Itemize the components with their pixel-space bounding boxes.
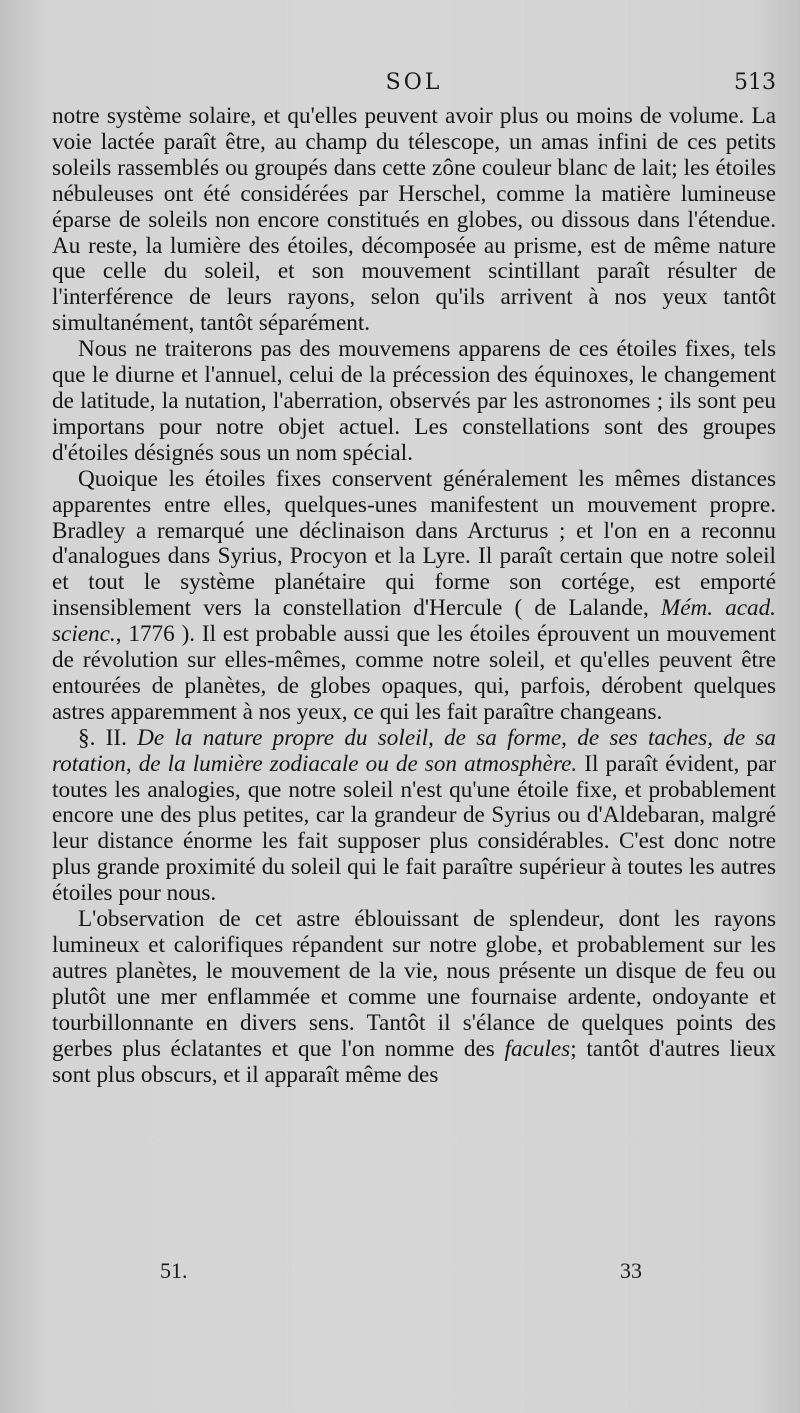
paragraph-3 bbox=[52, 467, 776, 726]
paragraph-text: L'observation de cet astre éblouissant de splendeur, dont les rayons lumineux et calorifiques répandent sur notre globe, et probablement sur les autres planètes, le mouvement de la vie, nous présente un disque de feu ou plutôt une mer enflammée et comme une fournaise ardente, ondoyante et tourbillonnante en divers sens. Tantôt il s'élance de quelques points des gerbes plus éclatantes et que l'on nomme des bbox=[52, 906, 776, 1062]
term: facules bbox=[504, 1035, 571, 1062]
page-number: 513 bbox=[734, 70, 776, 95]
leaf-number: 33 bbox=[620, 1258, 642, 1283]
paragraph-text: Il paraît évident, par toutes les analogies, que notre soleil n'est qu'une étoile fixe, et probablement encore une des plus petites, car la grandeur de Syrius ou d'Aldebaran, malgré leur distance énorme les fait supposer plus considérables. C'est donc notre plus grande proximité du soleil qui le fait paraître supérieur à toutes les autres étoiles pour nous. bbox=[52, 750, 776, 907]
paragraph-2 bbox=[52, 337, 776, 467]
paragraph-text: ; tantôt d'autres lieux sont plus obscurs, et il apparaît même des bbox=[52, 1035, 776, 1088]
section-mark: §. II. bbox=[78, 724, 127, 751]
paragraph-text: notre système solaire, et qu'elles peuvent avoir plus ou moins de volume. La voie lactée paraît être, au champ du télescope, un amas infini de ces petits soleils rassemblés ou groupés dans cette zône couleur blanc de lait; les étoiles nébuleuses ont été considérées par Herschel, comme la matière lumineuse éparse de soleils non encore constitués en globes, ou dissous dans l'étendue. Au reste, la lumière des étoiles, décomposée au prisme, est de même nature que celle du soleil, et son mouvement scintillant paraît résulter de l'interférence de leurs rayons, selon qu'ils arrivent à nos yeux tantôt simultanément, tantôt séparément. bbox=[52, 103, 776, 337]
paragraph-4 bbox=[52, 726, 776, 907]
signature-mark: 51. bbox=[160, 1258, 188, 1283]
paragraph-5 bbox=[52, 907, 776, 1088]
page-footer bbox=[52, 1258, 776, 1288]
paragraph-text: Nous ne traiterons pas des mouvemens apparens de ces étoiles fixes, tels que le diurne et l'annuel, celui de la précession des équinoxes, le changement de latitude, la nutation, l'aberration, observés par les astronomes ; ils sont peu importans pour notre objet actuel. Les constellations sont des groupes d'étoiles désignés sous un nom spécial. bbox=[52, 336, 776, 466]
page-header bbox=[52, 70, 776, 102]
citation: Mém. acad. scienc. bbox=[52, 595, 776, 648]
body-text bbox=[52, 104, 776, 1088]
paragraph-1 bbox=[52, 104, 776, 337]
paragraph-text: , 1776 ). Il est probable aussi que les étoiles éprouvent un mouvement de révolution sur elles-mêmes, comme notre soleil, et qu'elles peuvent être entourées de planètes, de globes opaques, qui, parfois, dérobent quelques astres apparemment à nos yeux, ce qui les fait paraître changeans. bbox=[52, 621, 776, 725]
paragraph-text: Quoique les étoiles fixes conservent généralement les mêmes distances apparentes entre elles, quelques-unes manifestent un mouvement propre. Bradley a remarqué une déclinaison dans Arcturus ; et l'on en a reconnu d'analogues dans Syrius, Procyon et la Lyre. Il paraît certain que notre soleil et tout le système planétaire qui forme son cortége, est emporté insensiblement vers la constellation d'Hercule ( de Lalande, bbox=[52, 465, 776, 622]
running-title: SOL bbox=[385, 70, 443, 95]
section-title: De la nature propre du soleil, de sa forme, de ses taches, de sa rotation, de la lumière zodiacale ou de son atmosphère. bbox=[52, 724, 777, 777]
